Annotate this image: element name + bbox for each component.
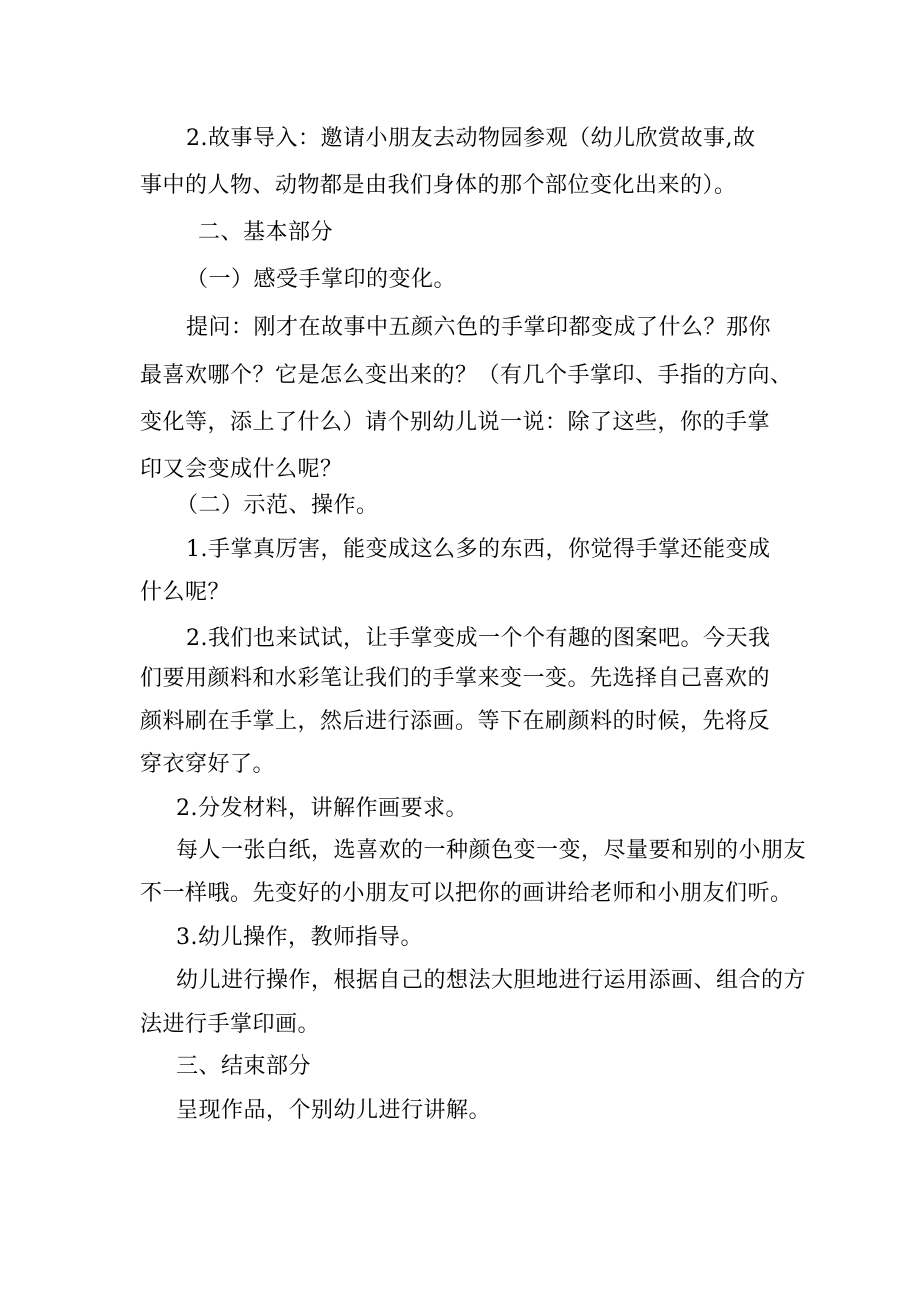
list-item-heading: 3.幼儿操作，教师指导。 — [176, 925, 423, 950]
section-heading: 三、结束部分 — [176, 1054, 312, 1079]
text-line: 2.故事导入：邀请小朋友去动物园参观（幼儿欣赏故事,故 — [186, 126, 756, 151]
text-line: 穿衣穿好了。 — [140, 752, 276, 777]
text-line: 颜料刷在手掌上，然后进行添画。等下在刷颜料的时候，先将反 — [140, 709, 771, 734]
text-line: 每人一张白纸，选喜欢的一种颜色变一变，尽量要和别的小朋友 — [176, 838, 807, 863]
list-item-heading: 2.分发材料，讲解作画要求。 — [176, 796, 468, 821]
text-line: 法进行手掌印画。 — [140, 1012, 321, 1037]
text-line: 什么呢？ — [140, 580, 231, 605]
text-line: 提问：刚才在故事中五颜六色的手掌印都变成了什么？那你 — [186, 315, 772, 340]
text-line: 不一样哦。先变好的小朋友可以把你的画讲给老师和小朋友们听。 — [140, 881, 793, 906]
text-line: 2.我们也来试试，让手掌变成一个个有趣的图案吧。今天我 — [186, 626, 771, 651]
text-line: 呈现作品，个别幼儿进行讲解。 — [176, 1098, 492, 1123]
text-line: 最喜欢哪个？它是怎么变出来的？（有几个手掌印、手指的方向、 — [140, 363, 793, 388]
text-line: 幼儿进行操作，根据自己的想法大胆地进行运用添画、组合的方 — [176, 968, 807, 993]
section-heading: 二、基本部分 — [198, 220, 334, 245]
text-line: 1.手掌真厉害，能变成这么多的东西，你觉得手掌还能变成 — [186, 537, 771, 562]
text-line: 变化等，添上了什么）请个别幼儿说一说：除了这些，你的手掌 — [140, 410, 771, 435]
subsection-heading: （一）感受手掌印的变化。 — [186, 267, 457, 292]
text-line: 们要用颜料和水彩笔让我们的手掌来变一变。先选择自己喜欢的 — [140, 666, 771, 691]
text-line: 事中的人物、动物都是由我们身体的那个部位变化出来的）。 — [140, 173, 737, 198]
subsection-heading: （二）示范、操作。 — [176, 493, 379, 518]
text-line: 印又会变成什么呢？ — [140, 457, 343, 482]
